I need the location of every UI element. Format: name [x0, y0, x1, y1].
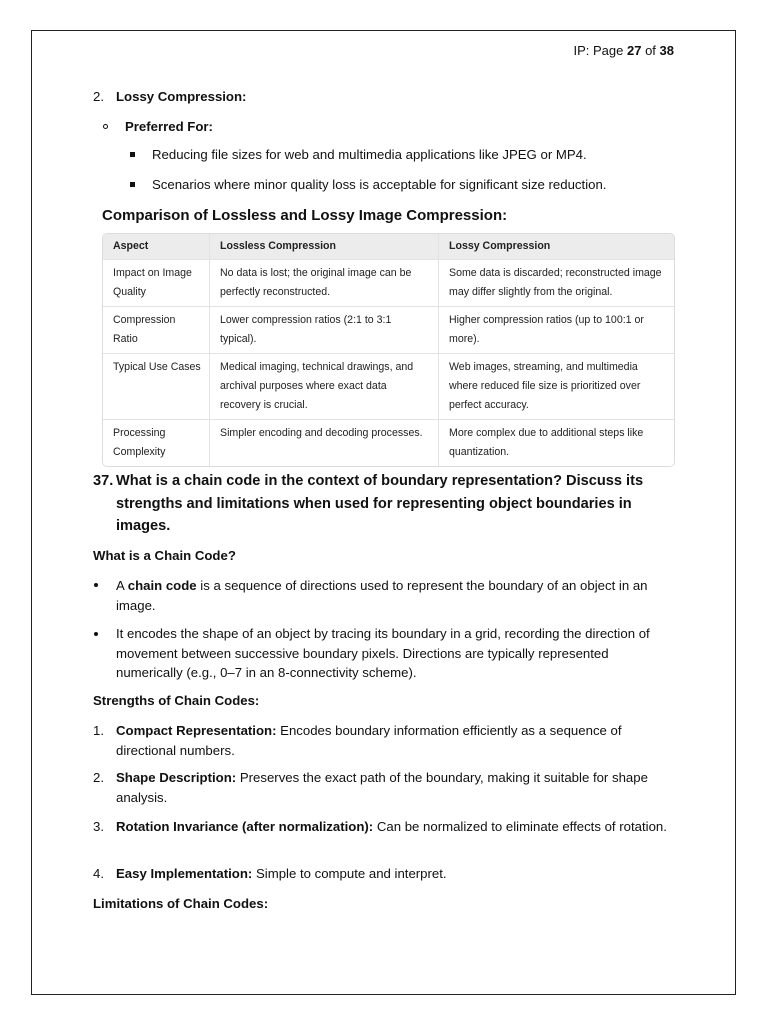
bullet-text-pre: A: [116, 578, 128, 593]
question-text: What is a chain code in the context of boundary representation? Discuss its strengths and limitations when used for representing object boundaries in images.: [116, 473, 644, 534]
header-aspect: Aspect: [103, 234, 210, 259]
table-row: [103, 353, 674, 419]
strength-number: 3.: [93, 819, 104, 834]
square-bullet-icon: [130, 152, 135, 157]
strength-number: 2.: [93, 770, 104, 785]
strength-desc: Encodes boundary information efficiently as a sequence of directional numbers.: [116, 723, 622, 758]
table-cell: Web images, streaming, and multimedia where reduced file size is prioritized over perfect accuracy.: [449, 361, 641, 411]
strength-item-4: [116, 864, 671, 884]
strength-term: Shape Description:: [116, 770, 237, 785]
table-cell: Lower compression ratios (2:1 to 3:1 typical).: [210, 307, 439, 353]
limitations-heading: Limitations of Chain Codes:: [93, 896, 269, 911]
header-prefix: IP: Page: [573, 43, 627, 58]
header-total-pages: 38: [659, 43, 674, 58]
strength-number: 4.: [93, 866, 104, 881]
preferred-item-2: Scenarios where minor quality loss is acceptable for significant size reduction.: [152, 177, 607, 192]
header-lossless: Lossless Compression: [210, 234, 439, 259]
strength-item-1: [116, 721, 671, 760]
table-cell: Some data is discarded; reconstructed image may differ slightly from the original.: [449, 267, 662, 298]
table-cell: Simpler encoding and decoding processes.: [210, 420, 439, 466]
lossy-title: Lossy Compression:: [116, 89, 247, 104]
bullet-icon: [94, 583, 98, 587]
table-row: [103, 306, 674, 353]
table-cell: No data is lost; the original image can be perfectly reconstructed.: [210, 260, 439, 306]
square-bullet-icon: [130, 182, 135, 187]
strength-item-3: [116, 817, 671, 837]
table-cell: Processing Complexity: [103, 420, 210, 466]
preferred-label: Preferred For:: [125, 119, 213, 134]
strength-desc: Preserves the exact path of the boundary, making it suitable for shape analysis.: [116, 770, 648, 805]
table-cell: More complex due to additional steps like quantization.: [449, 427, 644, 458]
circle-bullet-icon: [103, 124, 108, 129]
chain-code-term: chain code: [127, 578, 197, 593]
table-row: [103, 259, 674, 306]
table-header-row: [103, 234, 674, 259]
header-page-number: 27: [626, 43, 642, 58]
table-cell: Higher compression ratios (up to 100:1 or more).: [449, 314, 644, 345]
question-heading: [93, 470, 683, 538]
page-header: [574, 43, 675, 58]
strengths-heading: Strengths of Chain Codes:: [93, 693, 260, 708]
table-cell: Typical Use Cases: [103, 354, 210, 419]
what-is-heading: What is a Chain Code?: [93, 548, 236, 563]
what-is-bullet-1: [116, 576, 676, 615]
strength-item-2: [116, 768, 671, 807]
table-cell: Impact on Image Quality: [103, 260, 210, 306]
table-cell: Compression Ratio: [103, 307, 210, 353]
comparison-title: Comparison of Lossless and Lossy Image Compression:: [102, 207, 508, 224]
strength-term: Rotation Invariance (after normalization):: [116, 819, 374, 834]
header-of: of: [641, 43, 660, 58]
header-lossy: Lossy Compression: [449, 240, 551, 252]
strength-term: Compact Representation:: [116, 723, 277, 738]
question-number: 37.: [93, 473, 114, 489]
bullet-icon: [94, 632, 98, 636]
bullet-text-post: is a sequence of directions used to represent the boundary of an object in an image.: [116, 578, 648, 613]
comparison-table: [102, 233, 675, 467]
table-cell: Medical imaging, technical drawings, and archival purposes where exact data recovery is crucial.: [210, 354, 439, 419]
strength-desc: Simple to compute and interpret.: [252, 866, 447, 881]
strength-desc: Can be normalized to eliminate effects of rotation.: [373, 819, 667, 834]
lossy-number: 2.: [93, 89, 104, 104]
strength-term: Easy Implementation:: [116, 866, 253, 881]
table-row: [103, 419, 674, 466]
what-is-bullet-2: It encodes the shape of an object by tracing its boundary in a grid, recording the direction of movement between successive boundary pixels. Directions are typically represented numerically (e.g., 0–7 in an 8-connectivity scheme).: [116, 626, 650, 680]
strength-number: 1.: [93, 723, 104, 738]
preferred-item-1: Reducing file sizes for web and multimedia applications like JPEG or MP4.: [152, 147, 587, 162]
